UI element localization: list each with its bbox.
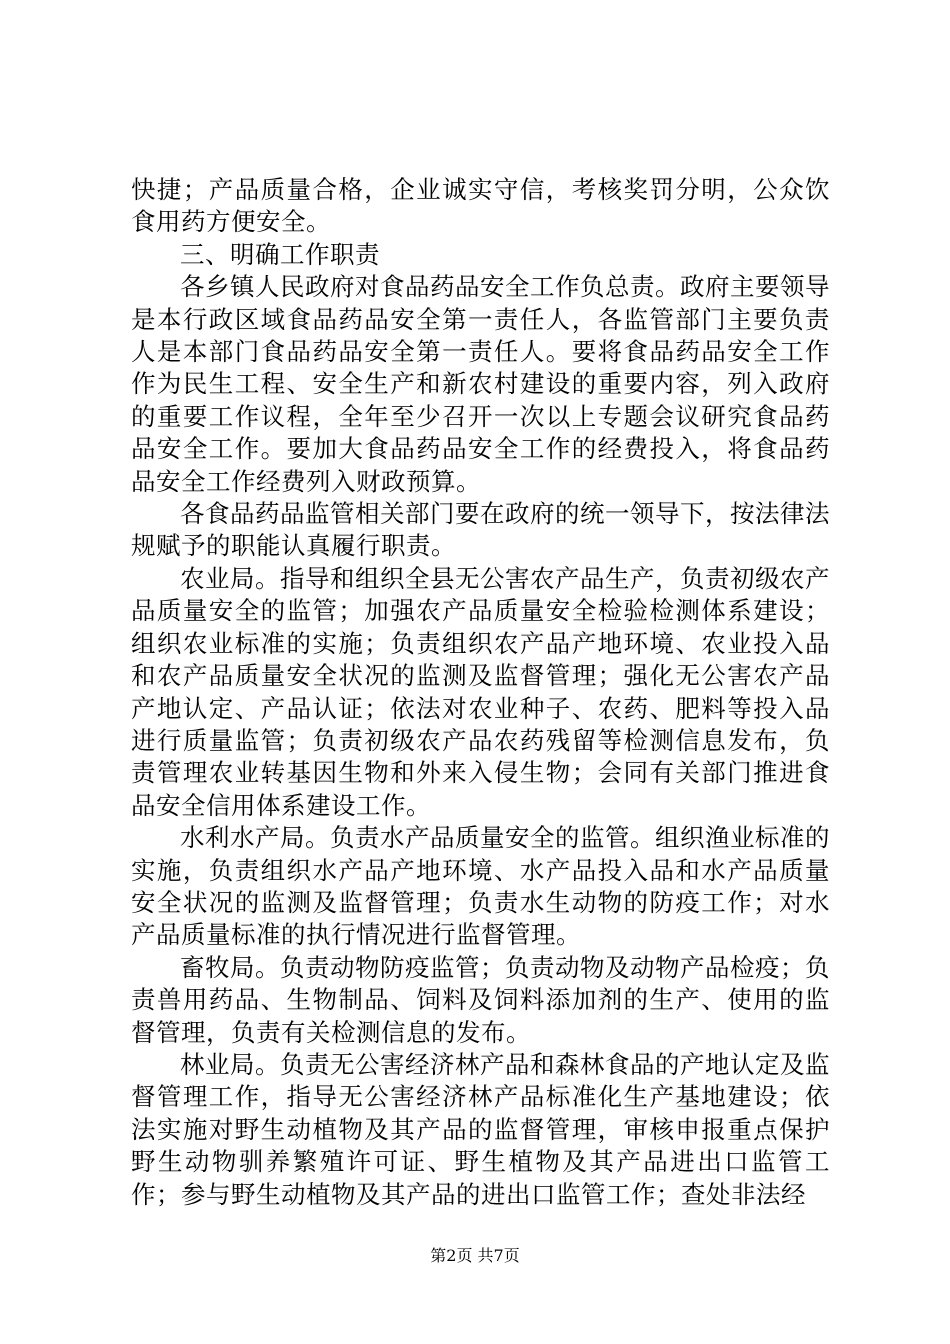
paragraph-animal-husbandry-bureau: 畜牧局。负责动物防疫监管；负责动物及动物产品检疫；负责兽用药品、生物制品、饲料及饲料添加剂的生产、使用的监督管理，负责有关检测信息的发布。 <box>131 952 830 1047</box>
paragraph-water-aquatic-bureau: 水利水产局。负责水产品质量安全的监管。组织渔业标准的实施，负责组织水产品产地环境、水产品投入品和水产品质量安全状况的监测及监督管理；负责水生动物的防疫工作；对水产品质量标准的执行情况进行监督管理。 <box>131 823 830 950</box>
page-number-footer: 第2页 共7页 <box>430 1246 520 1265</box>
section-heading: 三、明确工作职责 <box>180 239 380 269</box>
paragraph-continuation: 快捷；产品质量合格，企业诚实守信，考核奖罚分明，公众饮食用药方便安全。 <box>131 175 830 237</box>
paragraph-agriculture-bureau: 农业局。指导和组织全县无公害农产品生产，负责初级农产品质量安全的监管；加强农产品质量安全检验检测体系建设；组织农业标准的实施；负责组织农产品产地环境、农业投入品和农产品质量安全状况的监测及监督管理；强化无公害农产品产地认定、产品认证；依法对农业种子、农药、肥料等投入品进行质量监管；负责初级农产品农药残留等检测信息发布，负责管理农业转基因生物和外来入侵生物；会同有关部门推进食品安全信用体系建设工作。 <box>131 563 830 820</box>
document-body <box>131 174 830 1211</box>
paragraph-forestry-bureau: 林业局。负责无公害经济林产品和森林食品的产地认定及监督管理工作，指导无公害经济林产品标准化生产基地建设；依法实施对野生动植物及其产品的监督管理，审核申报重点保护野生动物驯养繁殖许可证、野生植物及其产品进出口监管工作；参与野生动植物及其产品的进出口监管工作；查处非法经 <box>131 1049 830 1209</box>
paragraph-departments-duty: 各食品药品监管相关部门要在政府的统一领导下，按法律法规赋予的职能认真履行职责。 <box>131 499 830 561</box>
paragraph-government-responsibility: 各乡镇人民政府对食品药品安全工作负总责。政府主要领导是本行政区域食品药品安全第一责任人，各监管部门主要负责人是本部门食品药品安全第一责任人。要将食品药品安全工作作为民生工程、安全生产和新农村建设的重要内容，列入政府的重要工作议程，全年至少召开一次以上专题会议研究食品药品安全工作。要加大食品药品安全工作的经费投入，将食品药品安全工作经费列入财政预算。 <box>131 272 830 496</box>
